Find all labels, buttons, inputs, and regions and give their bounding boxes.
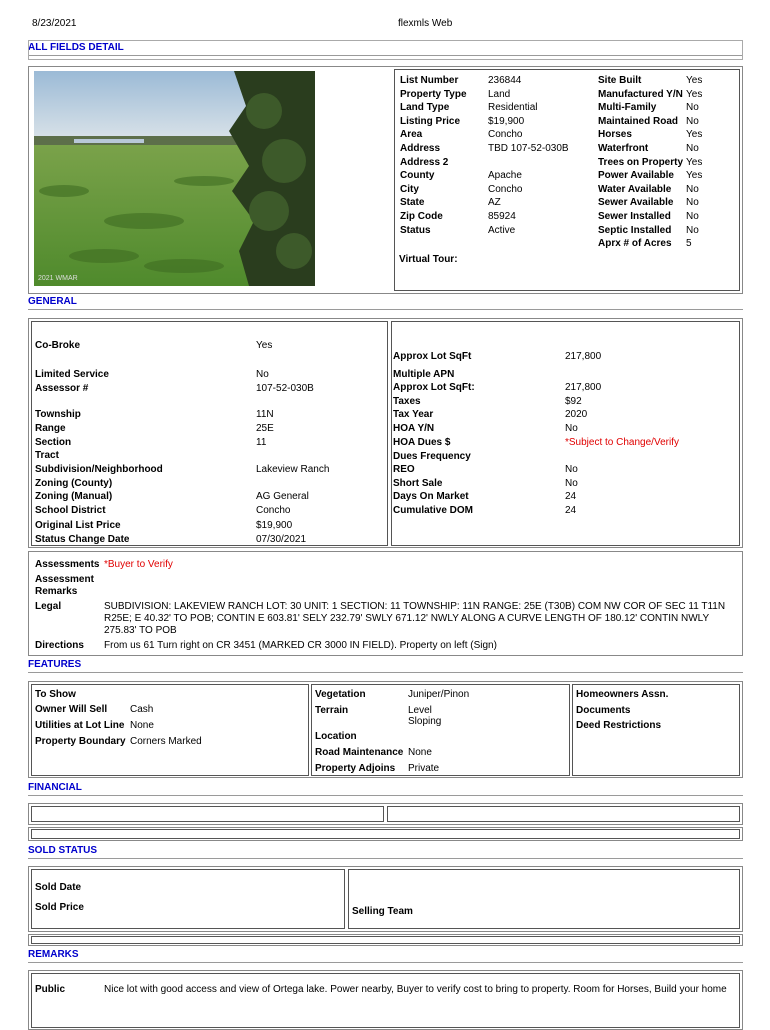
site-field-value: No: [686, 183, 699, 195]
site-field-value: No: [686, 197, 699, 209]
site-field-label: Maintained Road: [598, 115, 679, 127]
assessment-remarks-label-2: Remarks: [35, 586, 78, 597]
directions-label: Directions: [35, 640, 84, 651]
site-field-label: Waterfront: [598, 143, 649, 154]
listing-field-label: Listing Price: [400, 115, 461, 127]
general-field-label: Status Change Date: [35, 534, 130, 545]
terrain-value-1: Level: [408, 705, 432, 716]
general-field-value: 11: [256, 437, 267, 448]
listing-field-label: Status: [400, 224, 431, 236]
general-field-value: Yes: [256, 340, 273, 351]
directions-value: From us 61 Turn right on CR 3451 (MARKED CR 3000 IN FIELD). Property on left (Sign): [104, 640, 497, 651]
listing-field-value: Active: [488, 224, 516, 236]
listing-field-label: City: [400, 183, 419, 195]
listing-field-label: Address: [400, 143, 441, 154]
legal-label: Legal: [35, 601, 62, 612]
listing-field-label: State: [400, 197, 425, 209]
site-field-value: No: [686, 143, 699, 154]
site-field-label: Power Available: [598, 170, 674, 182]
sold-right-cell: [348, 869, 740, 929]
general-field-label: Dues Frequency: [393, 451, 471, 462]
site-field-value: Yes: [686, 129, 703, 141]
general-field-label: Taxes: [393, 396, 421, 407]
owner-will-sell-label: Owner Will Sell: [35, 704, 108, 715]
general-field-value: 107-52-030B: [256, 383, 314, 394]
listing-field-label: County: [400, 170, 435, 182]
site-field-label: Septic Installed: [598, 224, 672, 236]
general-field-value: *Subject to Change/Verify: [565, 437, 679, 448]
section-title-financial: FINANCIAL: [28, 782, 743, 796]
general-field-label: Approx Lot SqFt: [393, 351, 472, 362]
site-field-value: No: [686, 224, 699, 236]
section-title-general: GENERAL: [28, 296, 743, 310]
listing-photo[interactable]: [34, 71, 315, 286]
general-field-label: School District: [35, 505, 106, 516]
section-frame-all-fields: [28, 40, 743, 60]
general-field-value: 11N: [256, 409, 274, 420]
financial-left-cell: [31, 806, 384, 822]
utilities-label: Utilities at Lot Line: [35, 720, 125, 731]
listing-field-label: Land Type: [400, 102, 450, 114]
listing-field-value: 236844: [488, 75, 522, 86]
listing-field-label: List Number: [400, 75, 459, 86]
general-field-value: 217,800: [565, 351, 602, 362]
general-field-value: No: [565, 423, 578, 434]
general-field-label: Zoning (Manual): [35, 491, 113, 502]
public-remarks-label: Public: [35, 984, 66, 995]
general-field-label: Original List Price: [35, 520, 121, 531]
general-field-value: 25E: [256, 423, 274, 434]
financial-row-2: [31, 829, 740, 839]
terrain-label: Terrain: [315, 705, 349, 716]
general-field-value: 24: [565, 505, 577, 516]
vegetation-label: Vegetation: [315, 689, 366, 700]
listing-field-label: Property Type: [400, 88, 467, 100]
public-remarks-value: Nice lot with good access and view of Ortega lake. Power nearby, Buyer to verify cost to bring to property. Room for Horses, Build your home: [104, 984, 727, 995]
field-landscape-image: [34, 71, 315, 286]
listing-field-label: Area: [400, 129, 423, 141]
legal-line-3: 275.83' TO POB: [104, 625, 177, 636]
vegetation-value: Juniper/Pinon: [408, 689, 470, 700]
general-field-label: HOA Y/N: [393, 423, 435, 434]
section-title-all-fields: ALL FIELDS DETAIL: [28, 42, 743, 56]
site-field-label: Water Available: [598, 183, 672, 195]
sold-row-2: [31, 936, 740, 944]
deed-restrictions-label: Deed Restrictions: [576, 720, 662, 731]
general-field-label: Limited Service: [35, 369, 109, 380]
photo-watermark: 2021 WMAR: [38, 275, 78, 282]
listing-field-value: 85924: [488, 211, 516, 222]
general-field-label: Co-Broke: [35, 340, 81, 351]
site-title: flexmls Web: [398, 18, 453, 29]
general-field-value: No: [565, 464, 578, 475]
listing-field-value: Land: [488, 88, 511, 100]
utilities-value: None: [130, 720, 154, 731]
owner-will-sell-value: Cash: [130, 704, 154, 715]
property-adjoins-value: Private: [408, 763, 440, 774]
site-field-value: 5: [686, 238, 692, 250]
financial-right-cell: [387, 806, 740, 822]
general-field-value: 24: [565, 491, 577, 502]
general-field-label: Subdivision/Neighborhood: [35, 464, 163, 475]
site-field-label: Manufactured Y/N: [598, 88, 683, 100]
section-title-sold-status: SOLD STATUS: [28, 845, 743, 859]
general-field-label: HOA Dues $: [393, 437, 451, 448]
general-field-label: Approx Lot SqFt:: [393, 382, 475, 393]
sold-date-label: Sold Date: [35, 882, 82, 893]
listing-field-label: Zip Code: [400, 211, 443, 222]
site-field-value: Yes: [686, 156, 703, 168]
general-field-label: Range: [35, 423, 66, 434]
hoa-assn-label: Homeowners Assn.: [576, 689, 669, 700]
sold-left-cell: [31, 869, 345, 929]
general-field-label: Tax Year: [393, 409, 434, 420]
selling-team-label: Selling Team: [352, 906, 413, 917]
assessments-label: Assessments: [35, 559, 100, 570]
site-field-label: Site Built: [598, 75, 642, 86]
virtual-tour-label: Virtual Tour:: [399, 254, 458, 265]
section-title-remarks: REMARKS: [28, 949, 743, 963]
listing-field-value: $19,900: [488, 115, 525, 127]
general-field-label: Assessor #: [35, 383, 89, 394]
listing-field-label: Address 2: [400, 156, 449, 168]
site-field-label: Aprx # of Acres: [598, 238, 672, 250]
general-field-value: AG General: [256, 491, 309, 502]
sold-price-label: Sold Price: [35, 902, 84, 913]
site-field-label: Horses: [598, 129, 632, 141]
assessments-value: *Buyer to Verify: [104, 559, 173, 570]
general-field-value: Lakeview Ranch: [256, 464, 330, 475]
listing-field-value: Concho: [488, 183, 523, 195]
road-maintenance-value: None: [408, 747, 432, 758]
section-title-features: FEATURES: [28, 659, 743, 673]
site-field-label: Multi-Family: [598, 102, 657, 114]
general-field-label: Section: [35, 437, 72, 448]
general-field-value: No: [256, 369, 269, 380]
general-field-value: Concho: [256, 505, 291, 516]
site-field-label: Sewer Available: [598, 197, 674, 209]
legal-line-1: SUBDIVISION: LAKEVIEW RANCH LOT: 30 UNIT: 1 SECTION: 11 TOWNSHIP: 11N RANGE: 25E (T30B) COM NW COR OF SEC 11 T11N: [104, 601, 726, 612]
print-date: 8/23/2021: [32, 18, 77, 29]
listing-field-value: AZ: [488, 197, 501, 209]
general-field-value: 07/30/2021: [256, 534, 307, 545]
general-field-label: Multiple APN: [393, 369, 455, 380]
boundary-label: Property Boundary: [35, 736, 126, 747]
general-field-label: Zoning (County): [35, 478, 113, 489]
general-field-value: $92: [565, 396, 582, 407]
general-field-label: Cumulative DOM: [393, 505, 474, 516]
site-field-value: No: [686, 102, 699, 114]
site-field-value: No: [686, 211, 699, 222]
location-label: Location: [315, 731, 357, 742]
documents-label: Documents: [576, 705, 631, 716]
site-field-value: Yes: [686, 88, 703, 100]
listing-field-value: Concho: [488, 129, 523, 141]
listing-field-value: TBD 107-52-030B: [488, 143, 569, 154]
site-field-label: Trees on Property: [598, 156, 684, 168]
general-field-label: Short Sale: [393, 478, 443, 489]
general-field-value: No: [565, 478, 578, 489]
site-field-value: Yes: [686, 170, 703, 182]
listing-field-value: Residential: [488, 102, 538, 114]
property-adjoins-label: Property Adjoins: [315, 763, 396, 774]
general-field-value: 217,800: [565, 382, 602, 393]
general-field-label: REO: [393, 464, 415, 475]
remarks-inner: [31, 973, 740, 1028]
general-field-value: 2020: [565, 409, 588, 420]
general-field-label: Tract: [35, 450, 59, 461]
general-field-label: Days On Market: [393, 491, 469, 502]
boundary-value: Corners Marked: [130, 736, 202, 747]
general-field-label: Township: [35, 409, 81, 420]
site-field-value: Yes: [686, 75, 703, 86]
road-maintenance-label: Road Maintenance: [315, 747, 404, 758]
terrain-value-2: Sloping: [408, 716, 442, 727]
listing-field-value: Apache: [488, 170, 522, 182]
site-field-label: Sewer Installed: [598, 211, 671, 222]
to-show-label: To Show: [35, 689, 76, 700]
general-field-value: $19,900: [256, 520, 293, 531]
site-field-value: No: [686, 115, 699, 127]
legal-line-2: R25E; E 40.32' TO POB; CONTIN E 603.81' SELY 232.79' SWLY 671.12' NWLY ALONG A CURVE LENGTH OF 180.12' CONTIN NWLY: [104, 613, 710, 624]
assessment-remarks-label-1: Assessment: [35, 574, 94, 585]
